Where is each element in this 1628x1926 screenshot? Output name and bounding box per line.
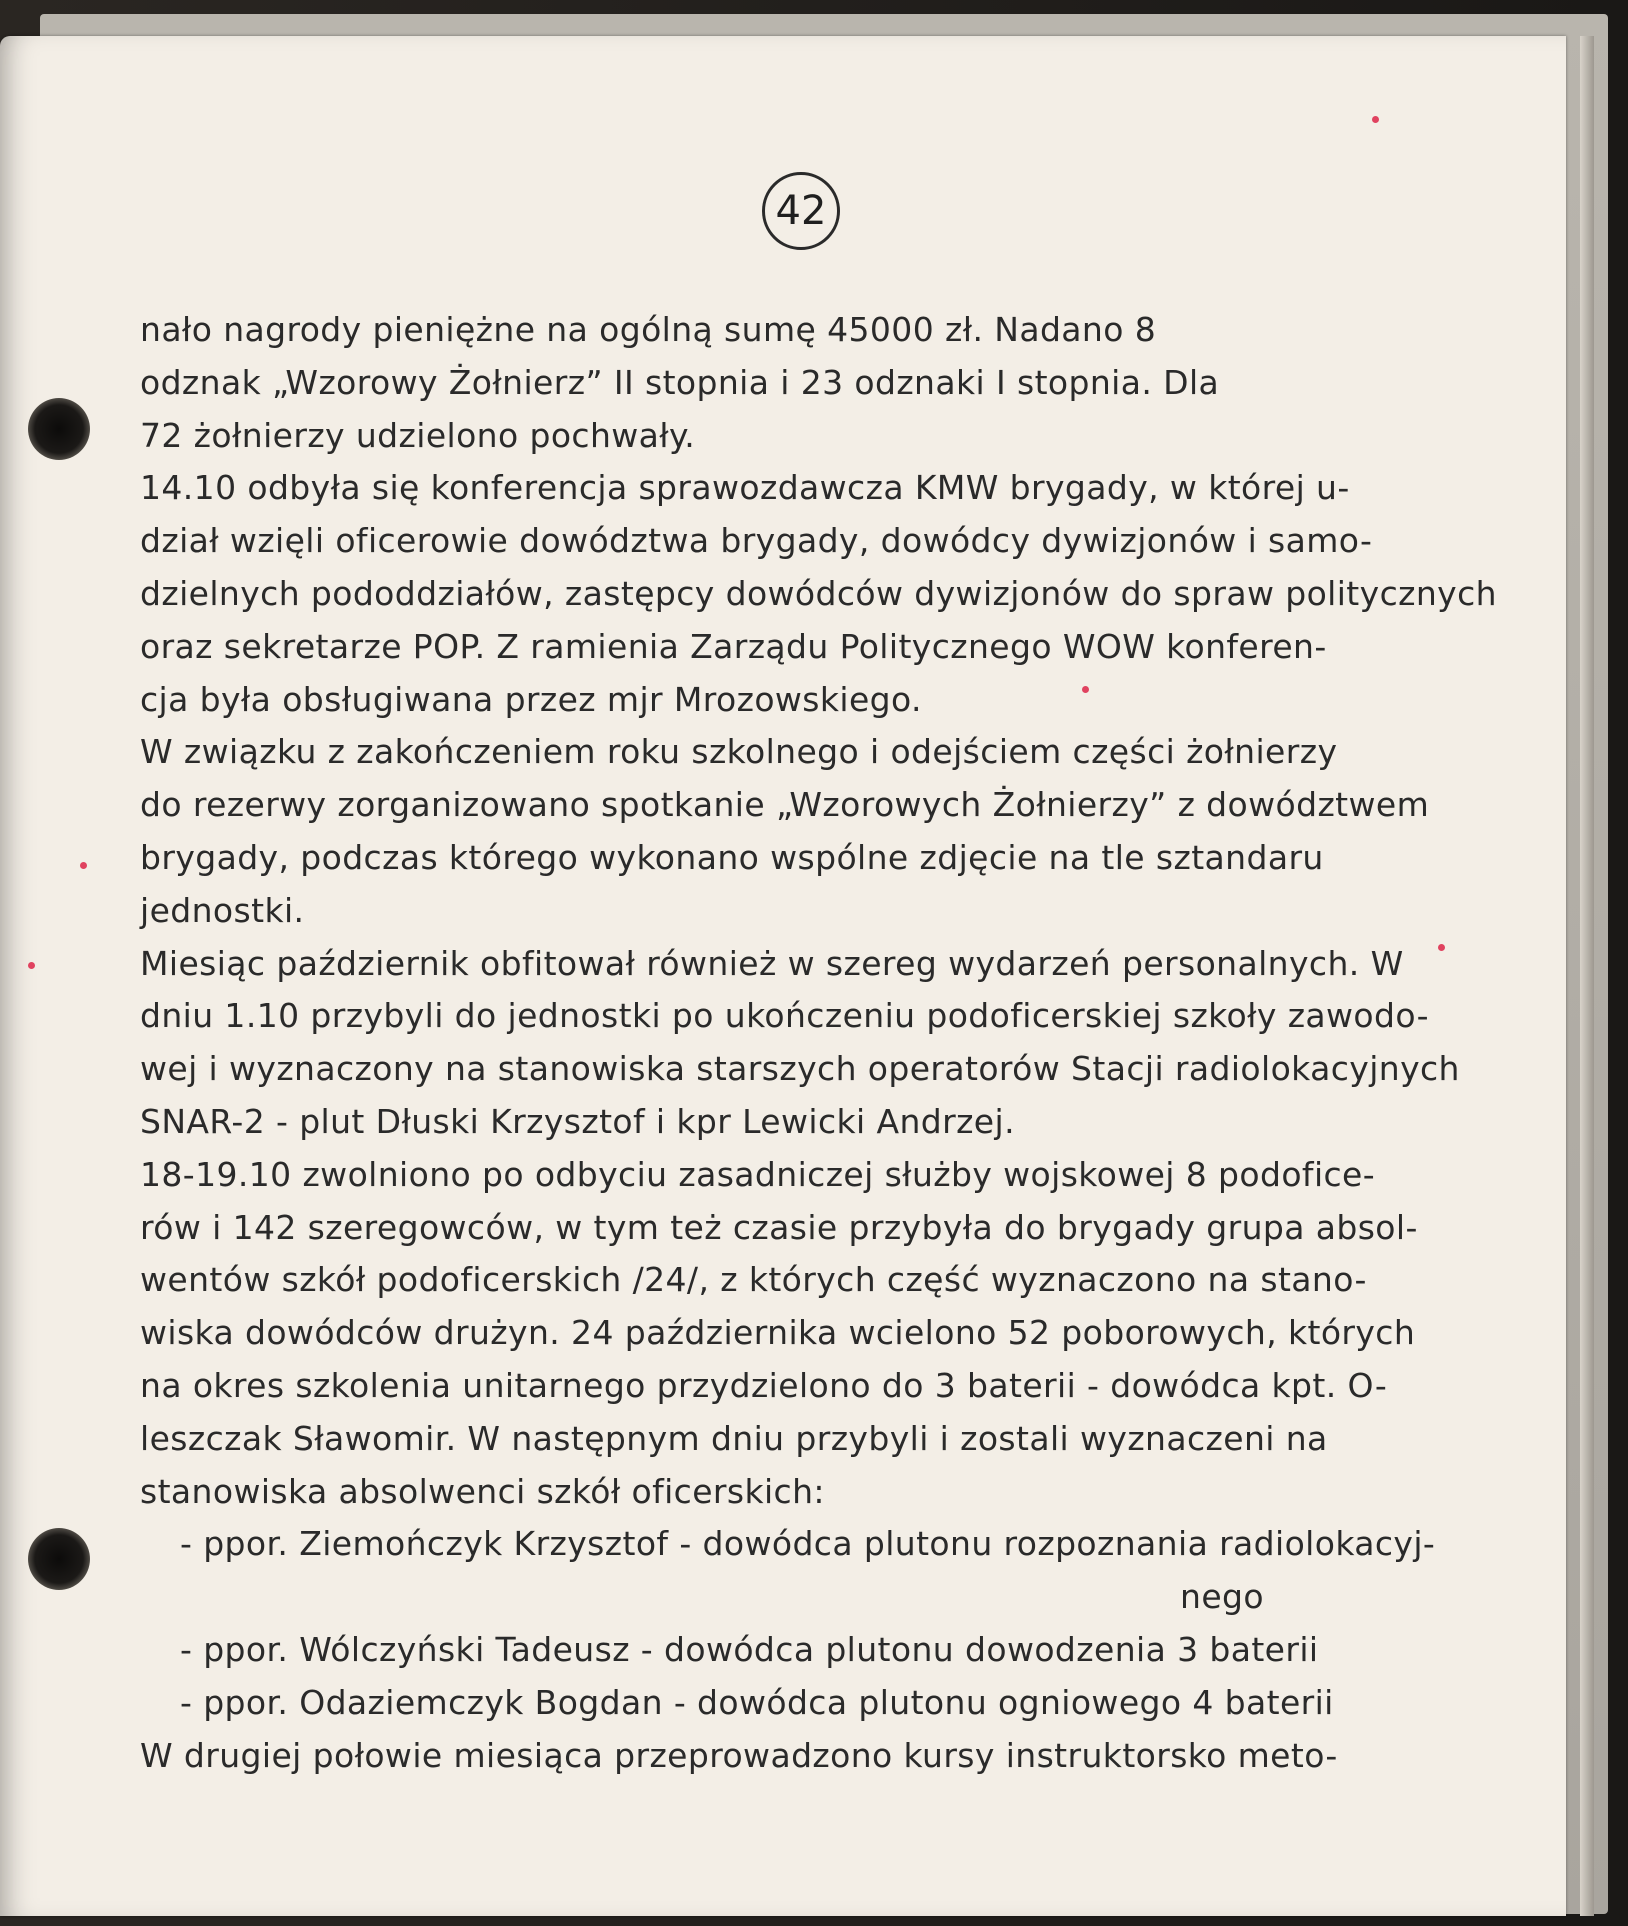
text-line: - ppor. Ziemończyk Krzysztof - dowódca plutonu rozpoznania radiolokacyj-: [180, 1524, 1436, 1564]
red-mark: [1372, 116, 1379, 123]
text-line: na okres szkolenia unitarnego przydzielono do 3 baterii - dowódca kpt. O-: [140, 1365, 1388, 1405]
text-line: brygady, podczas którego wykonano wspólne zdjęcie na tle sztandaru: [140, 837, 1324, 877]
text-line: leszczak Sławomir. W następnym dniu przybyli i zostali wyznaczeni na: [140, 1418, 1328, 1458]
text-line: dzielnych pododdziałów, zastępcy dowódców dywizjonów do spraw politycznych: [140, 573, 1497, 613]
text-line: odznak „Wzorowy Żołnierz” II stopnia i 23 odznaki I stopnia. Dla: [140, 362, 1220, 402]
text-line: nego: [1180, 1577, 1264, 1617]
text-line: 14.10 odbyła się konferencja sprawozdawcza KMW brygady, w której u-: [140, 468, 1350, 508]
red-mark: [80, 862, 87, 869]
text-line: SNAR-2 - plut Dłuski Krzysztof i kpr Lewicki Andrzej.: [140, 1101, 1015, 1141]
text-line: - ppor. Wólczyński Tadeusz - dowódca plutonu dowodzenia 3 baterii: [180, 1629, 1319, 1669]
text-line: wej i wyznaczony na stanowiska starszych operatorów Stacji radiolokacyjnych: [140, 1049, 1460, 1089]
page-number: 42: [762, 172, 840, 250]
text-line: Miesiąc październik obfitował również w szereg wydarzeń personalnych. W: [140, 943, 1404, 983]
text-line: jednostki.: [140, 890, 305, 930]
text-line: stanowiska absolwenci szkół oficerskich:: [140, 1471, 825, 1511]
red-mark: [28, 962, 35, 969]
text-line: wentów szkół podoficerskich /24/, z których część wyznaczono na stano-: [140, 1260, 1367, 1300]
text-line: 72 żołnierzy udzielono pochwały.: [140, 415, 696, 455]
text-line: W związku z zakończeniem roku szkolnego i odejściem części żołnierzy: [140, 732, 1338, 772]
handwritten-text: [140, 304, 1497, 1782]
text-line: dział wzięli oficerowie dowództwa brygady, dowódcy dywizjonów i samo-: [140, 521, 1373, 561]
text-line: - ppor. Odaziemczyk Bogdan - dowódca plutonu ogniowego 4 baterii: [180, 1682, 1334, 1722]
page-edge: [1580, 36, 1594, 1916]
text-line: 18-19.10 zwolniono po odbyciu zasadniczej służby wojskowej 8 podofice-: [140, 1154, 1376, 1194]
text-line: oraz sekretarze POP. Z ramienia Zarządu Politycznego WOW konferen-: [140, 626, 1327, 666]
text-line: wiska dowódców drużyn. 24 października wcielono 52 poborowych, których: [140, 1313, 1416, 1353]
text-line: cja była obsługiwana przez mjr Mrozowskiego.: [140, 679, 922, 719]
text-line: rów i 142 szeregowców, w tym też czasie przybyła do brygady grupa absol-: [140, 1207, 1418, 1247]
text-line: nało nagrody pieniężne na ogólną sumę 45000 zł. Nadano 8: [140, 310, 1157, 349]
text-line: W drugiej połowie miesiąca przeprowadzono kursy instruktorsko meto-: [140, 1735, 1338, 1775]
text-line: do rezerwy zorganizowano spotkanie „Wzorowych Żołnierzy” z dowództwem: [140, 785, 1430, 825]
binder-hole-bottom: [28, 1528, 90, 1590]
binder-hole-top: [28, 398, 90, 460]
paper-sheet: [0, 36, 1566, 1916]
text-line: dniu 1.10 przybyli do jednostki po ukończeniu podoficerskiej szkoły zawodo-: [140, 996, 1429, 1036]
